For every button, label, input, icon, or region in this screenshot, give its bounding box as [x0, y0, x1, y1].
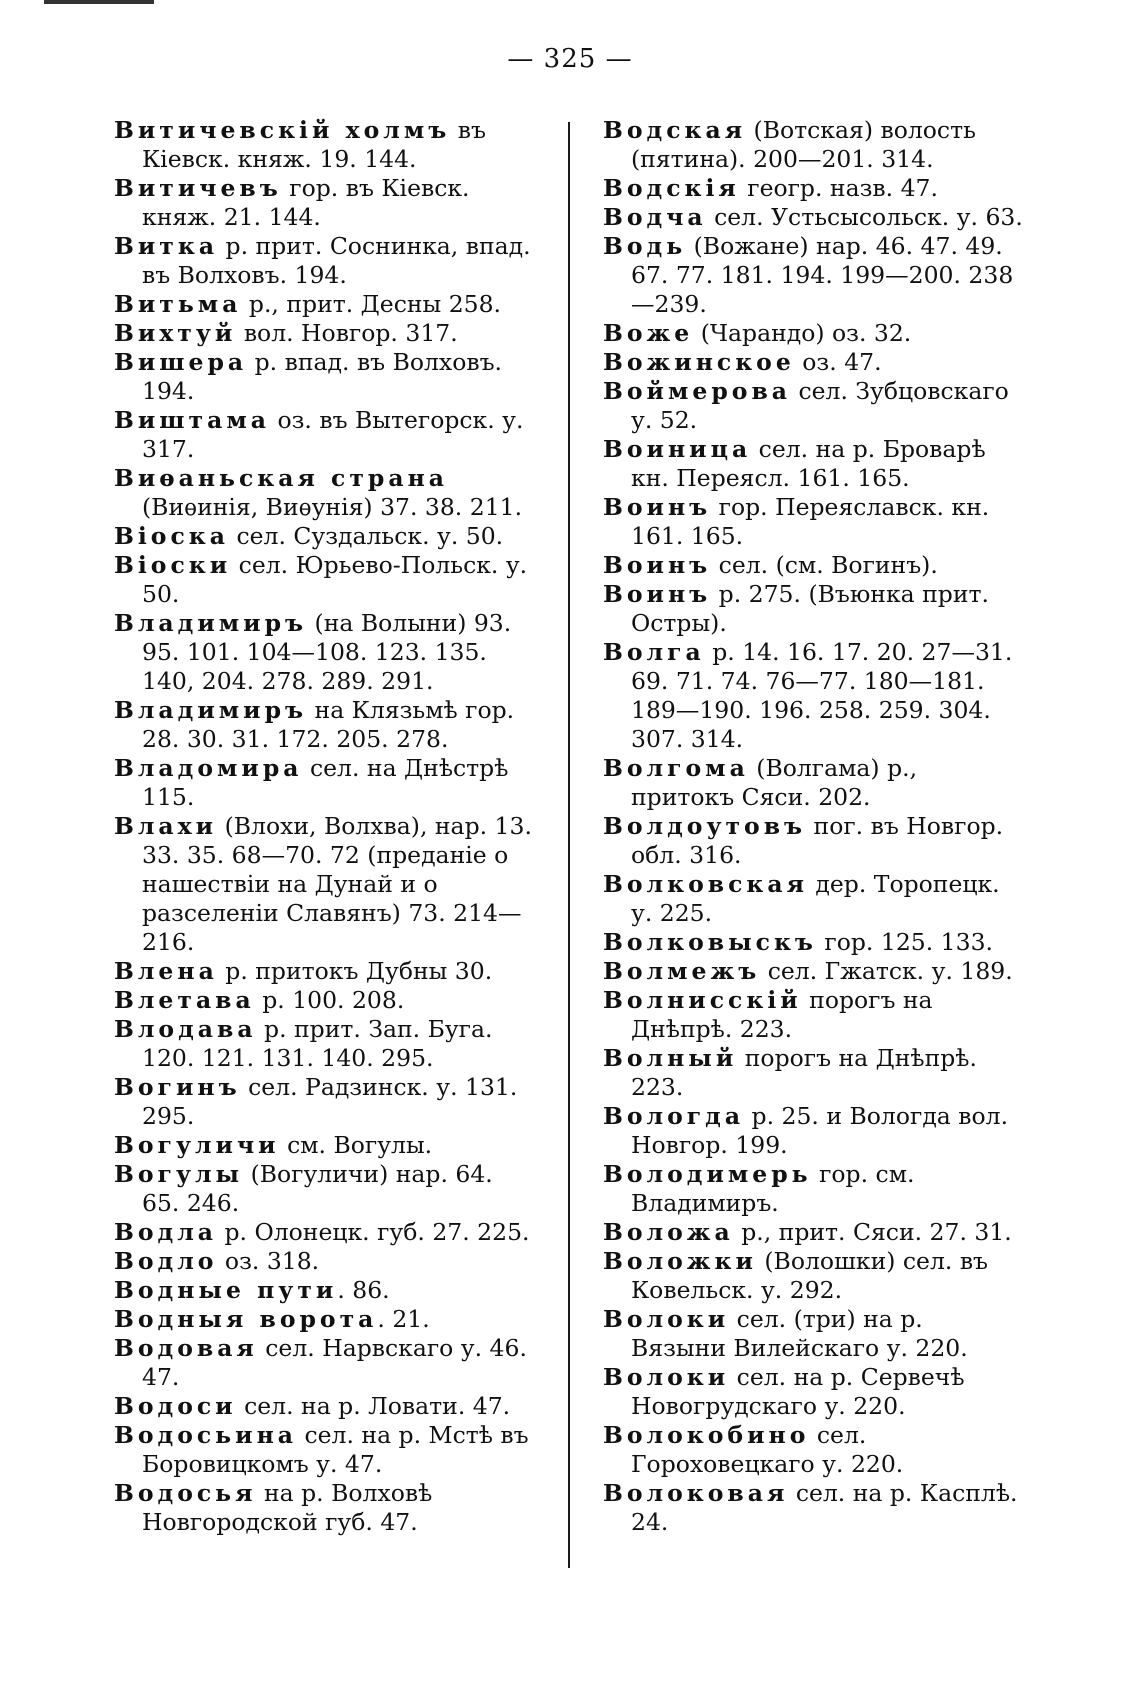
index-entry: [603, 754, 1023, 812]
index-entry: [114, 406, 534, 464]
entry-headword: Влахи: [114, 812, 218, 840]
entry-text: (Вогуличи) нар. 64. 65. 246.: [142, 1160, 493, 1217]
entry-text: сел. Устьсысольск. у. 63.: [706, 203, 1023, 231]
entry-text: (Вотская) волость (пятина). 200—201. 314.: [631, 116, 976, 173]
entry-headword: Вологда: [603, 1102, 745, 1130]
entry-headword: Волоки: [603, 1305, 730, 1333]
entry-headword: Вожинское: [603, 348, 795, 376]
index-entry: [603, 1218, 1023, 1247]
entry-headword: Владимиръ: [114, 696, 308, 724]
page-corner-mark: [44, 0, 154, 4]
index-entry: [603, 551, 1023, 580]
entry-text: сел. на р. Броварѣ кн. Переясл. 161. 165.: [631, 435, 986, 492]
index-entry: [114, 348, 534, 406]
entry-text: р. прит. Зап. Буга. 120. 121. 131. 140. 295.: [142, 1015, 493, 1072]
entry-text: порогъ на Днѣпрѣ. 223.: [631, 1044, 977, 1101]
entry-text: сел. Юрьево-Польск. у. 50.: [142, 551, 528, 608]
entry-text: р. впад. въ Волховъ. 194.: [142, 348, 502, 405]
index-entry: [603, 870, 1023, 928]
index-entry: [114, 754, 534, 812]
entry-headword: Водскія: [603, 174, 740, 202]
index-entry: [603, 203, 1023, 232]
entry-headword: Водныя ворота: [114, 1305, 378, 1333]
entry-headword: Володимерь: [603, 1160, 812, 1188]
entry-text: см. Вогулы.: [279, 1131, 433, 1159]
index-entry: [114, 116, 534, 174]
entry-text: гор. 125. 133.: [816, 928, 993, 956]
index-entry: [114, 1305, 534, 1334]
index-entry: [603, 1421, 1023, 1479]
index-entry: [114, 1160, 534, 1218]
index-entry: [603, 348, 1023, 377]
entry-headword: Владомира: [114, 754, 303, 782]
index-entry: [603, 116, 1023, 174]
index-entry: [114, 1334, 534, 1392]
entry-text: (Вожане) нар. 46. 47. 49. 67. 77. 181. 194. 199—200. 238—239.: [631, 232, 1014, 318]
page-number: — 325 —: [507, 44, 633, 74]
index-entry: [603, 319, 1023, 348]
index-entry: [603, 435, 1023, 493]
entry-text: на Клязьмѣ гор. 28. 30. 31. 172. 205. 278.: [142, 696, 515, 753]
entry-headword: Водло: [114, 1247, 218, 1275]
index-entry: [603, 1479, 1023, 1537]
index-entry: [114, 1479, 534, 1537]
entry-headword: Воложа: [603, 1218, 734, 1246]
entry-headword: Влена: [114, 957, 218, 985]
entry-text: р. прит. Соснинка, впад. въ Волховъ. 194.: [142, 232, 531, 289]
index-entry: [603, 493, 1023, 551]
index-column-left: [114, 116, 534, 1537]
index-entry: [114, 319, 534, 348]
entry-text: р. 14. 16. 17. 20. 27—31. 69. 71. 74. 76—77. 180—181. 189—190. 196. 258. 259. 304. 307. 314.: [631, 638, 1013, 753]
entry-text: сел. Нарвскаго у. 46. 47.: [142, 1334, 527, 1391]
entry-text: р., прит. Сяси. 27. 31.: [733, 1218, 1012, 1246]
entry-text: сел. (см. Вогинъ).: [711, 551, 938, 579]
entry-headword: Водоси: [114, 1392, 237, 1420]
entry-text: оз. 47.: [794, 348, 882, 376]
index-entry: [603, 174, 1023, 203]
entry-headword: Вогуличи: [114, 1131, 280, 1159]
index-entry: [603, 1247, 1023, 1305]
index-entry: [114, 1073, 534, 1131]
entry-headword: Волокобино: [603, 1421, 810, 1449]
index-entry: [114, 290, 534, 319]
entry-headword: Водосьина: [114, 1421, 297, 1449]
entry-text: (Влохи, Волхва), нар. 13. 33. 35. 68—70. 72 (преданіе о нашествіи на Дунай и о разселеніи Славянъ) 73. 214—216.: [142, 812, 532, 956]
entry-text: гор. см. Владимиръ.: [631, 1160, 915, 1217]
entry-text: гор. въ Кіевск. княж. 21. 144.: [142, 174, 470, 231]
index-entry: [114, 1218, 534, 1247]
index-entry: [603, 1305, 1023, 1363]
entry-text: сел. Суздальск. у. 50.: [228, 522, 504, 550]
entry-text: вол. Новгор. 317.: [236, 319, 458, 347]
entry-text: . 86.: [337, 1276, 390, 1304]
entry-text: гор. Переяславск. кн. 161. 165.: [631, 493, 990, 550]
index-entry: [114, 1247, 534, 1276]
entry-headword: Воложки: [603, 1247, 757, 1275]
entry-text: сел. на р. Ловати. 47.: [236, 1392, 511, 1420]
entry-text: сел. на р. Сервечѣ Новогрудскаго у. 220.: [631, 1363, 965, 1420]
index-entry: [603, 986, 1023, 1044]
index-entry: [603, 232, 1023, 319]
entry-text: оз. 318.: [217, 1247, 320, 1275]
entry-headword: Витка: [114, 232, 219, 260]
index-entry: [603, 1160, 1023, 1218]
entry-headword: Витичевскій холмъ: [114, 116, 451, 144]
entry-headword: Воймерова: [603, 377, 791, 405]
index-entry: [603, 1044, 1023, 1102]
entry-headword: Влетава: [114, 986, 255, 1014]
entry-text: оз. въ Вытегорск. у. 317.: [142, 406, 524, 463]
index-column-right: [603, 116, 1023, 1537]
index-entry: [114, 1421, 534, 1479]
entry-text: сел. Радзинск. у. 131. 295.: [142, 1073, 518, 1130]
entry-text: сел. на Днѣстрѣ 115.: [142, 754, 509, 811]
entry-headword: Воинъ: [603, 493, 712, 521]
index-entry: [114, 1276, 534, 1305]
entry-text: сел. на р. Мстѣ въ Боровицкомъ у. 47.: [142, 1421, 529, 1478]
entry-headword: Влодава: [114, 1015, 257, 1043]
entry-headword: Волнисскій: [603, 986, 802, 1014]
index-entry: [114, 696, 534, 754]
index-entry: [114, 1392, 534, 1421]
index-entry: [114, 522, 534, 551]
entry-headword: Вишера: [114, 348, 248, 376]
entry-headword: Волковыскъ: [603, 928, 817, 956]
index-entry: [114, 812, 534, 957]
entry-headword: Вихтуй: [114, 319, 237, 347]
entry-headword: Водь: [603, 232, 687, 260]
index-entry: [114, 174, 534, 232]
entry-headword: Віоска: [114, 522, 229, 550]
entry-text: р., прит. Десны 258.: [241, 290, 502, 318]
entry-headword: Витьма: [114, 290, 242, 318]
entry-text: сел. Гжатск. у. 189.: [760, 957, 1013, 985]
entry-headword: Воже: [603, 319, 694, 347]
entry-headword: Волковская: [603, 870, 808, 898]
entry-headword: Віоски: [114, 551, 232, 579]
entry-text: р. 25. и Вологда вол. Новгор. 199.: [631, 1102, 1009, 1159]
entry-text: сел. Зубцовскаго у. 52.: [631, 377, 1009, 434]
entry-text: (Волошки) сел. въ Ковельск. у. 292.: [631, 1247, 989, 1304]
entry-text: (Чарандо) оз. 32.: [693, 319, 912, 347]
index-entry: [114, 957, 534, 986]
entry-text: . 21.: [377, 1305, 430, 1333]
index-entry: [603, 1363, 1023, 1421]
entry-text: р. 275. (Въюнка прит. Остры).: [631, 580, 989, 637]
index-entry: [114, 232, 534, 290]
entry-text: дер. Торопецк. у. 225.: [631, 870, 1000, 927]
entry-text: пог. въ Новгор. обл. 316.: [631, 812, 1004, 869]
index-entry: [603, 1102, 1023, 1160]
entry-headword: Владимиръ: [114, 609, 308, 637]
index-entry: [114, 1015, 534, 1073]
entry-text: р. Олонецк. губ. 27. 225.: [217, 1218, 530, 1246]
entry-headword: Водла: [114, 1218, 217, 1246]
entry-text: геогр. назв. 47.: [739, 174, 938, 202]
index-entry: [114, 464, 534, 522]
entry-headword: Воинъ: [603, 580, 712, 608]
entry-headword: Вогулы: [114, 1160, 244, 1188]
entry-headword: Воиница: [603, 435, 752, 463]
entry-headword: Волоковая: [603, 1479, 789, 1507]
entry-headword: Водская: [603, 116, 747, 144]
entry-text: на р. Волховѣ Новгородской губ. 47.: [142, 1479, 433, 1536]
entry-headword: Водовая: [114, 1334, 258, 1362]
entry-headword: Волдоутовъ: [603, 812, 807, 840]
entry-text: (на Волыни) 93. 95. 101. 104—108. 123. 135. 140, 204. 278. 289. 291.: [142, 609, 512, 695]
entry-headword: Волмежъ: [603, 957, 761, 985]
entry-headword: Виштама: [114, 406, 270, 434]
entry-text: р. 100. 208.: [254, 986, 405, 1014]
index-entry: [114, 1131, 534, 1160]
index-entry: [603, 377, 1023, 435]
index-entry: [114, 551, 534, 609]
index-entry: [114, 986, 534, 1015]
entry-text: (Волгама) р., притокъ Сяси. 202.: [631, 754, 918, 811]
entry-headword: Волга: [603, 638, 705, 666]
entry-text: въ Кіевск. княж. 19. 144.: [142, 116, 486, 173]
index-entry: [603, 812, 1023, 870]
entry-headword: Волоки: [603, 1363, 730, 1391]
entry-headword: Водные пути: [114, 1276, 338, 1304]
entry-headword: Волный: [603, 1044, 738, 1072]
index-entry: [114, 609, 534, 696]
entry-headword: Волгома: [603, 754, 749, 782]
entry-headword: Водча: [603, 203, 707, 231]
entry-headword: Витичевъ: [114, 174, 282, 202]
entry-text: сел. на р. Касплѣ. 24.: [631, 1479, 1018, 1536]
entry-text: порогъ на Днѣпрѣ. 223.: [631, 986, 933, 1043]
entry-text: (Виѳинія, Виѳунія) 37. 38. 211.: [142, 493, 523, 521]
column-divider: [568, 122, 570, 1568]
entry-headword: Воинъ: [603, 551, 712, 579]
entry-text: сел. (три) на р. Вязыни Вилейскаго у. 220.: [631, 1305, 968, 1362]
entry-headword: Водосья: [114, 1479, 257, 1507]
index-entry: [603, 928, 1023, 957]
entry-text: сел. Гороховецкаго у. 220.: [631, 1421, 904, 1478]
entry-text: р. притокъ Дубны 30.: [217, 957, 493, 985]
index-entry: [603, 957, 1023, 986]
index-entry: [603, 638, 1023, 754]
index-entry: [603, 580, 1023, 638]
entry-headword: Вогинъ: [114, 1073, 241, 1101]
entry-headword: Виѳаньская страна: [114, 464, 449, 492]
